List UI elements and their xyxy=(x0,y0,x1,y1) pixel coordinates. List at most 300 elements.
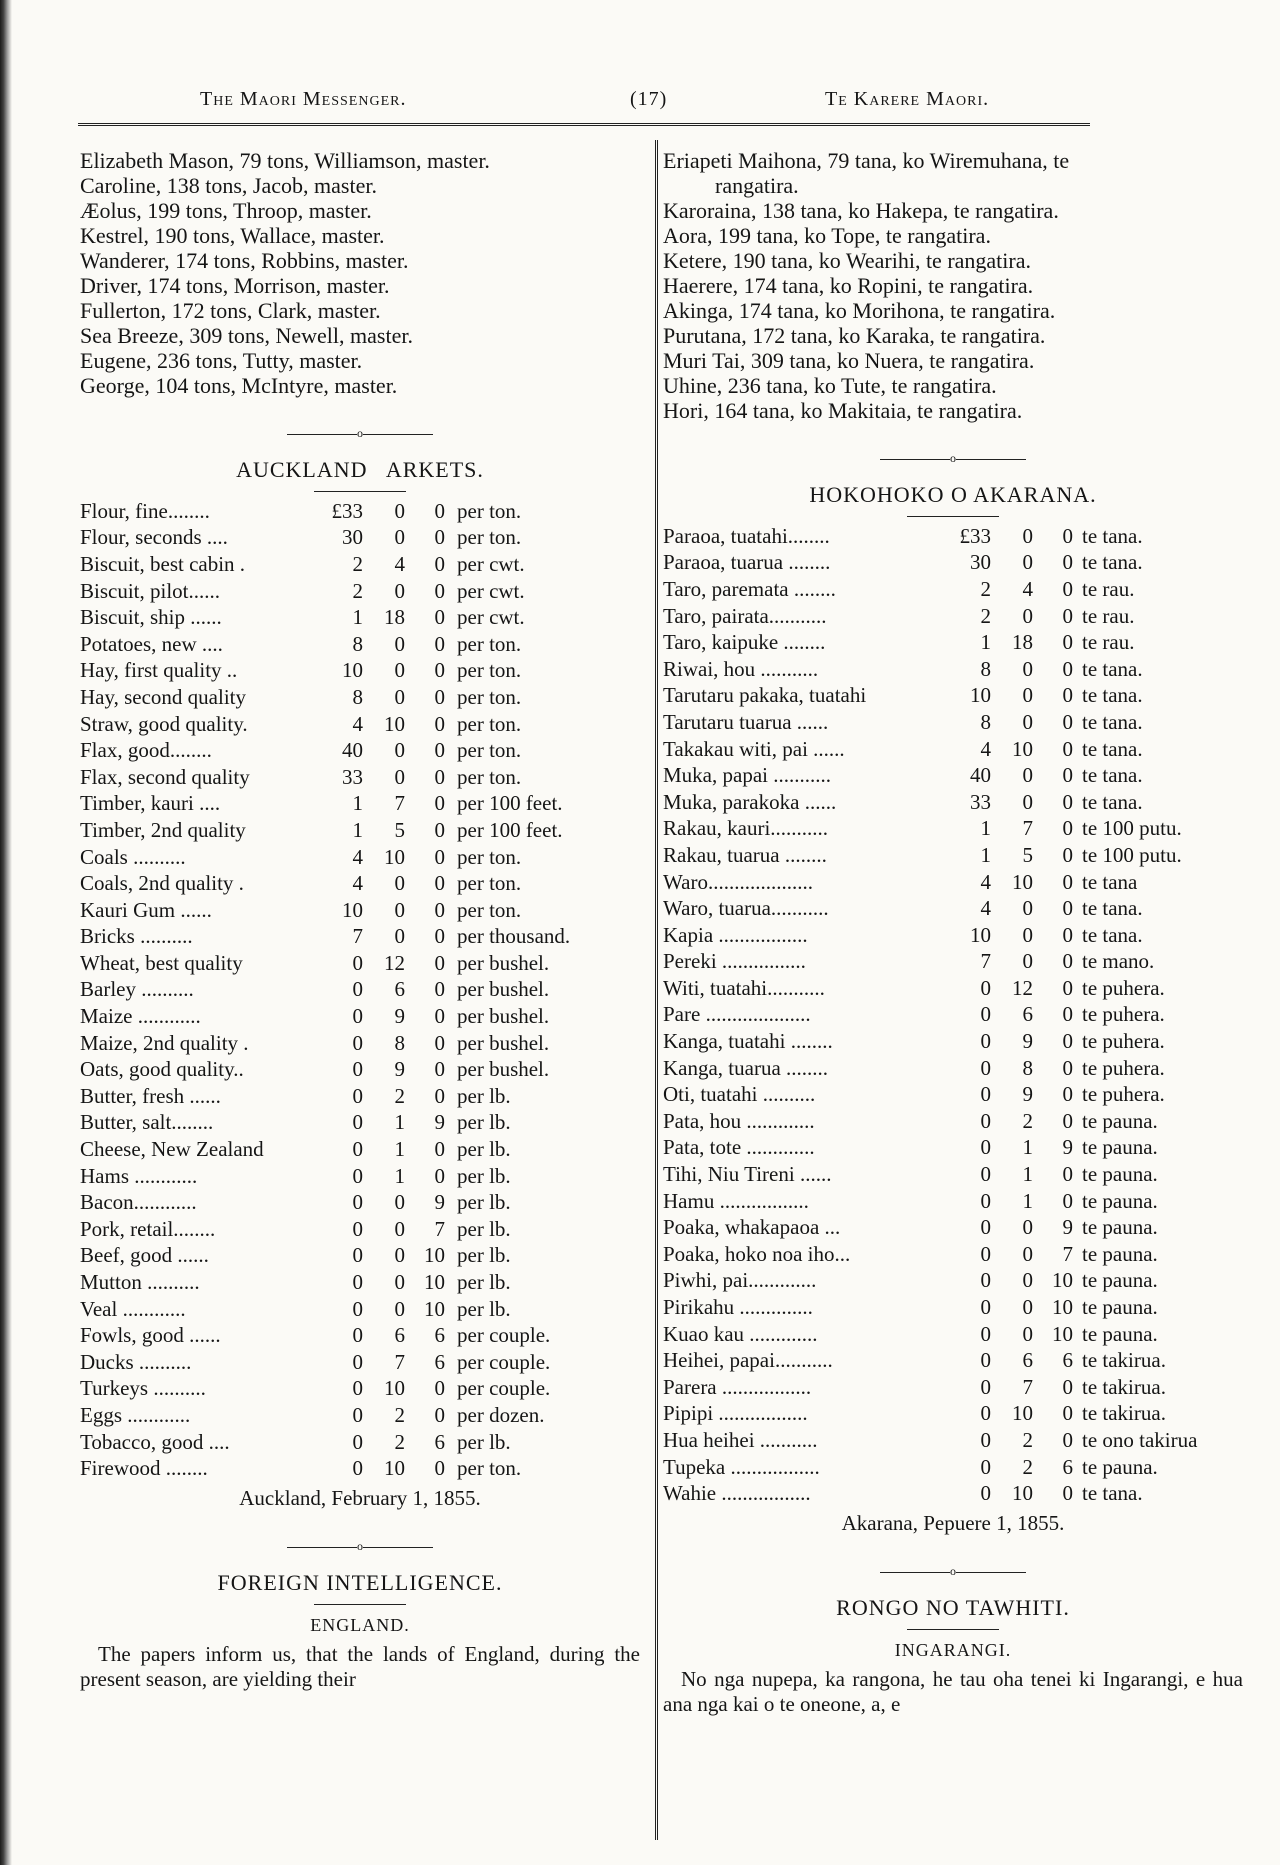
price-pounds: 8 xyxy=(352,631,363,656)
price-unit: per couple. xyxy=(457,1323,551,1348)
price-pounds: 0 xyxy=(352,1270,363,1295)
market-item: Hua heihei ........... xyxy=(663,1427,818,1452)
price-pence: 6 xyxy=(1062,1454,1073,1479)
price-unit: te tana. xyxy=(1082,736,1143,761)
market-row xyxy=(80,764,570,791)
price-pence: 0 xyxy=(1062,1374,1073,1399)
market-row xyxy=(663,1401,1197,1428)
price-shillings: 1 xyxy=(394,1137,405,1162)
price-shillings: 0 xyxy=(1022,896,1033,921)
foreign-title-maori: RONGO NO TAWHITI. xyxy=(836,1594,1070,1620)
price-unit: per couple. xyxy=(457,1376,551,1401)
price-pounds: 0 xyxy=(352,1137,363,1162)
price-pence: 0 xyxy=(1062,816,1073,841)
price-unit: per thousand. xyxy=(457,924,571,949)
markets-title-maori: HOKOHOKO O AKARANA. xyxy=(809,482,1097,507)
price-unit: te tana. xyxy=(1082,683,1143,708)
price-unit: te tana. xyxy=(1082,789,1143,814)
price-unit: te tana. xyxy=(1082,550,1143,575)
price-pence: 10 xyxy=(1052,1321,1073,1346)
market-item: Oti, tuatahi .......... xyxy=(663,1082,816,1107)
price-pounds: 10 xyxy=(970,683,991,708)
market-item: Kapia ................. xyxy=(663,922,808,947)
price-unit: te tana. xyxy=(1082,709,1143,734)
price-shillings: 10 xyxy=(384,711,405,736)
price-pounds: 0 xyxy=(980,1029,991,1054)
price-unit: per cwt. xyxy=(457,578,525,603)
price-pounds: 0 xyxy=(980,1321,991,1346)
price-pence: 0 xyxy=(434,1402,445,1427)
market-date-maori: Akarana, Pepuere 1, 1855. xyxy=(841,1510,1065,1535)
price-shillings: 1 xyxy=(1022,1162,1033,1187)
price-shillings: 7 xyxy=(394,791,405,816)
market-item: Coals .......... xyxy=(80,844,186,869)
price-pounds: 0 xyxy=(352,1243,363,1268)
market-row xyxy=(80,1296,570,1323)
price-unit: per bushel. xyxy=(457,977,550,1002)
price-unit: te pauna. xyxy=(1082,1268,1158,1293)
price-pounds: 4 xyxy=(352,711,363,736)
market-item: Rakau, tuarua ........ xyxy=(663,842,827,867)
market-item: Ducks .......... xyxy=(80,1349,192,1374)
price-unit: per bushel. xyxy=(457,1057,550,1082)
market-item: Pirikahu .............. xyxy=(663,1295,813,1320)
maori-column xyxy=(663,148,1243,1717)
ship-entry: Karoraina, 138 tana, ko Hakepa, te rangatira. xyxy=(663,198,1059,223)
section-ornament: o xyxy=(663,451,1243,466)
market-row xyxy=(663,922,1197,949)
market-item: Piwhi, pai............. xyxy=(663,1268,817,1293)
price-unit: te puhera. xyxy=(1082,975,1165,1000)
price-pence: 0 xyxy=(1062,656,1073,681)
price-pounds: 10 xyxy=(970,922,991,947)
market-row xyxy=(663,869,1197,896)
market-row xyxy=(663,1028,1197,1055)
title-rule xyxy=(907,1629,999,1630)
price-unit: per ton. xyxy=(457,684,522,709)
ship-entry: Eugene, 236 tons, Tutty, master. xyxy=(80,348,363,373)
price-shillings: 5 xyxy=(1022,842,1033,867)
price-shillings: 12 xyxy=(384,950,405,975)
price-pence: 0 xyxy=(434,924,445,949)
market-row xyxy=(80,1110,570,1137)
price-shillings: 0 xyxy=(1022,789,1033,814)
price-pounds: 0 xyxy=(980,1401,991,1426)
price-shillings: 7 xyxy=(1022,816,1033,841)
ship-list-maori xyxy=(663,148,1243,423)
price-pence: 6 xyxy=(434,1323,445,1348)
price-pence: 0 xyxy=(1062,576,1073,601)
price-unit: per 100 feet. xyxy=(457,817,563,842)
ship-entry: Æolus, 199 tons, Throop, master. xyxy=(80,198,372,223)
price-pounds: 0 xyxy=(980,1108,991,1133)
price-pounds: £33 xyxy=(331,498,363,523)
price-unit: te tana xyxy=(1082,869,1138,894)
price-pence: 0 xyxy=(1062,842,1073,867)
price-unit: per ton. xyxy=(457,738,522,763)
price-shillings: 9 xyxy=(394,1057,405,1082)
market-row xyxy=(663,1108,1197,1135)
market-item: Eggs ............ xyxy=(80,1402,191,1427)
price-pounds: 1 xyxy=(980,816,991,841)
price-pence: 6 xyxy=(434,1349,445,1374)
price-pounds: 0 xyxy=(980,1481,991,1506)
market-item: Flour, fine........ xyxy=(80,498,210,523)
market-item: Butter, salt........ xyxy=(80,1110,214,1135)
price-pounds: 2 xyxy=(352,578,363,603)
market-item: Pata, hou ............. xyxy=(663,1108,815,1133)
price-unit: te takirua. xyxy=(1082,1374,1166,1399)
price-pence: 0 xyxy=(434,1030,445,1055)
market-item: Poaka, hoko noa iho... xyxy=(663,1241,851,1266)
price-shillings: 1 xyxy=(394,1110,405,1135)
price-pounds: 4 xyxy=(352,871,363,896)
price-pounds: 0 xyxy=(980,1427,991,1452)
market-item: Hay, second quality xyxy=(80,684,247,709)
ship-entry-continuation: rangatira. xyxy=(715,173,799,198)
market-row xyxy=(80,1322,570,1349)
market-item: Butter, fresh ...... xyxy=(80,1083,221,1108)
market-row xyxy=(663,1081,1197,1108)
market-row xyxy=(80,604,570,631)
price-pounds: 1 xyxy=(352,791,363,816)
price-shillings: 0 xyxy=(1022,1321,1033,1346)
market-item: Hamu ................. xyxy=(663,1188,809,1213)
ship-entry: Aora, 199 tana, ko Tope, te rangatira. xyxy=(663,223,991,248)
price-shillings: 1 xyxy=(1022,1188,1033,1213)
price-shillings: 4 xyxy=(394,551,405,576)
price-shillings: 12 xyxy=(1012,975,1033,1000)
market-item: Witi, tuatahi........... xyxy=(663,975,825,1000)
price-pence: 9 xyxy=(1062,1215,1073,1240)
price-shillings: 10 xyxy=(384,844,405,869)
price-shillings: 1 xyxy=(1022,1135,1033,1160)
price-pounds: 4 xyxy=(980,896,991,921)
price-pounds: 0 xyxy=(980,1268,991,1293)
market-row xyxy=(80,578,570,605)
price-pence: 0 xyxy=(1062,736,1073,761)
price-shillings: 0 xyxy=(394,924,405,949)
market-item: Coals, 2nd quality . xyxy=(80,871,244,896)
market-item: Firewood ........ xyxy=(80,1456,208,1481)
price-pounds: 8 xyxy=(980,656,991,681)
price-pounds: 0 xyxy=(352,1030,363,1055)
price-pence: 0 xyxy=(434,525,445,550)
market-item: Tobacco, good .... xyxy=(80,1429,230,1454)
price-unit: te puhera. xyxy=(1082,1029,1165,1054)
price-pence: 0 xyxy=(434,1083,445,1108)
market-item: Tupeka ................. xyxy=(663,1454,820,1479)
market-row xyxy=(80,1189,570,1216)
price-pounds: 8 xyxy=(352,684,363,709)
price-pence: 0 xyxy=(1062,1401,1073,1426)
market-row xyxy=(80,897,570,924)
price-unit: te 100 putu. xyxy=(1082,816,1182,841)
price-pounds: 8 xyxy=(980,709,991,734)
market-row xyxy=(80,684,570,711)
market-row xyxy=(663,1294,1197,1321)
price-pence: 0 xyxy=(434,791,445,816)
market-row xyxy=(663,762,1197,789)
market-item: Timber, kauri .... xyxy=(80,791,221,816)
price-pence: 0 xyxy=(434,1376,445,1401)
market-item: Bacon............ xyxy=(80,1190,197,1215)
price-pounds: 4 xyxy=(352,844,363,869)
price-pounds: 1 xyxy=(352,817,363,842)
price-pounds: 0 xyxy=(980,1188,991,1213)
market-row xyxy=(663,1161,1197,1188)
price-pounds: 1 xyxy=(352,605,363,630)
price-shillings: 0 xyxy=(394,738,405,763)
price-pounds: 30 xyxy=(970,550,991,575)
market-row xyxy=(663,1480,1197,1507)
market-item: Bricks .......... xyxy=(80,924,193,949)
price-unit: per ton. xyxy=(457,658,522,683)
price-pence: 10 xyxy=(1052,1268,1073,1293)
price-unit: te pauna. xyxy=(1082,1162,1158,1187)
price-unit: per lb. xyxy=(457,1190,511,1215)
price-shillings: 0 xyxy=(394,871,405,896)
market-row xyxy=(80,1402,570,1429)
price-pounds: 10 xyxy=(342,897,363,922)
price-pounds: 4 xyxy=(980,736,991,761)
price-unit: te tana. xyxy=(1082,896,1143,921)
price-pounds: 0 xyxy=(980,1454,991,1479)
market-row xyxy=(663,1321,1197,1348)
price-unit: per bushel. xyxy=(457,950,550,975)
subhead-england: ENGLAND. xyxy=(310,1614,410,1635)
market-row xyxy=(80,1216,570,1243)
price-pence: 9 xyxy=(434,1190,445,1215)
price-shillings: 2 xyxy=(1022,1108,1033,1133)
market-item: Straw, good quality. xyxy=(80,711,248,736)
price-shillings: 10 xyxy=(1012,1481,1033,1506)
price-pence: 0 xyxy=(434,711,445,736)
price-pence: 0 xyxy=(1062,869,1073,894)
market-row xyxy=(663,1135,1197,1162)
price-pounds: 7 xyxy=(352,924,363,949)
price-shillings: 10 xyxy=(384,1376,405,1401)
market-row xyxy=(80,817,570,844)
ship-entry: Uhine, 236 tana, ko Tute, te rangatira. xyxy=(663,373,997,398)
market-item: Veal ............ xyxy=(80,1296,186,1321)
price-unit: per bushel. xyxy=(457,1004,550,1029)
price-pence: 0 xyxy=(1062,523,1073,548)
price-unit: te tana. xyxy=(1082,523,1143,548)
markets-title-english: AUCKLAND ARKETS. xyxy=(236,457,484,482)
price-shillings: 6 xyxy=(394,977,405,1002)
price-shillings: 10 xyxy=(1012,869,1033,894)
price-pounds: 0 xyxy=(352,977,363,1002)
market-item: Biscuit, ship ...... xyxy=(80,605,222,630)
market-row xyxy=(80,631,570,658)
price-pounds: 0 xyxy=(352,1456,363,1481)
market-item: Paraoa, tuarua ........ xyxy=(663,550,831,575)
market-row xyxy=(663,629,1197,656)
price-pence: 0 xyxy=(1062,896,1073,921)
market-item: Turkeys .......... xyxy=(80,1376,206,1401)
market-item: Pereki ................ xyxy=(663,949,806,974)
price-unit: te pauna. xyxy=(1082,1188,1158,1213)
subhead-ingarangi: INGARANGI. xyxy=(894,1639,1012,1660)
price-pence: 0 xyxy=(434,551,445,576)
market-row xyxy=(80,1136,570,1163)
market-item: Waro.................... xyxy=(663,869,813,894)
market-row xyxy=(80,1269,570,1296)
price-pence: 0 xyxy=(434,658,445,683)
price-shillings: 0 xyxy=(394,1216,405,1241)
ship-entry: Driver, 174 tons, Morrison, master. xyxy=(80,273,390,298)
price-pounds: 2 xyxy=(352,551,363,576)
price-pence: 0 xyxy=(1062,1162,1073,1187)
price-shillings: 0 xyxy=(1022,656,1033,681)
price-unit: per 100 feet. xyxy=(457,791,563,816)
price-unit: per lb. xyxy=(457,1270,511,1295)
market-row xyxy=(80,1376,570,1403)
price-pounds: £33 xyxy=(959,523,991,548)
price-shillings: 0 xyxy=(394,1270,405,1295)
market-row xyxy=(80,870,570,897)
price-shillings: 0 xyxy=(394,764,405,789)
ship-entry: Wanderer, 174 tons, Robbins, master. xyxy=(80,248,409,273)
price-unit: per ton. xyxy=(457,631,522,656)
ship-entry: Ketere, 190 tana, ko Wearihi, te rangatira. xyxy=(663,248,1031,273)
market-row xyxy=(663,789,1197,816)
price-pence: 0 xyxy=(434,1163,445,1188)
price-pounds: 2 xyxy=(980,576,991,601)
market-date-english: Auckland, February 1, 1855. xyxy=(239,1485,481,1510)
price-unit: te takirua. xyxy=(1082,1348,1166,1373)
price-shillings: 2 xyxy=(1022,1454,1033,1479)
price-pounds: 0 xyxy=(980,1162,991,1187)
price-pence: 0 xyxy=(434,817,445,842)
price-shillings: 0 xyxy=(1022,550,1033,575)
market-item: Biscuit, best cabin . xyxy=(80,551,246,576)
ship-list-english xyxy=(80,148,640,398)
market-item: Poaka, whakapaoa ... xyxy=(663,1215,841,1240)
price-shillings: 18 xyxy=(384,605,405,630)
market-row xyxy=(80,1056,570,1083)
price-shillings: 0 xyxy=(1022,1268,1033,1293)
market-item: Hay, first quality .. xyxy=(80,658,238,683)
price-pounds: 0 xyxy=(980,1374,991,1399)
price-shillings: 0 xyxy=(394,578,405,603)
price-shillings: 0 xyxy=(394,525,405,550)
market-row xyxy=(663,1268,1197,1295)
market-row xyxy=(663,816,1197,843)
market-item: Oats, good quality.. xyxy=(80,1057,244,1082)
market-table-english xyxy=(80,498,570,1482)
price-unit: per ton. xyxy=(457,498,522,523)
price-pence: 0 xyxy=(1062,1427,1073,1452)
price-unit: per ton. xyxy=(457,764,522,789)
price-pence: 7 xyxy=(1062,1241,1073,1266)
market-row xyxy=(80,1003,570,1030)
price-shillings: 0 xyxy=(394,1190,405,1215)
price-unit: te tana. xyxy=(1082,763,1143,788)
price-pounds: 0 xyxy=(352,1323,363,1348)
market-row xyxy=(80,551,570,578)
price-pounds: 0 xyxy=(980,1055,991,1080)
market-item: Muka, papai ........... xyxy=(663,763,831,788)
price-pence: 0 xyxy=(1062,630,1073,655)
price-shillings: 6 xyxy=(1022,1348,1033,1373)
market-row xyxy=(80,791,570,818)
price-pence: 7 xyxy=(434,1216,445,1241)
market-row xyxy=(80,711,570,738)
section-ornament: o xyxy=(80,426,640,441)
market-row xyxy=(663,1427,1197,1454)
price-shillings: 0 xyxy=(1022,523,1033,548)
market-item: Heihei, papai........... xyxy=(663,1348,833,1373)
price-pence: 0 xyxy=(1062,789,1073,814)
column-separator xyxy=(655,140,658,1840)
price-shillings: 7 xyxy=(394,1349,405,1374)
price-shillings: 9 xyxy=(394,1004,405,1029)
market-item: Taro, kaipuke ........ xyxy=(663,630,826,655)
market-item: Cheese, New Zealand xyxy=(80,1137,264,1162)
market-row xyxy=(80,950,570,977)
price-shillings: 10 xyxy=(1012,1401,1033,1426)
price-pence: 0 xyxy=(434,1057,445,1082)
market-row xyxy=(663,576,1197,603)
market-row xyxy=(80,498,570,525)
market-row xyxy=(663,709,1197,736)
price-pounds: 0 xyxy=(352,1163,363,1188)
market-item: Timber, 2nd quality xyxy=(80,817,246,842)
market-item: Taro, pairata........... xyxy=(663,603,827,628)
price-pence: 0 xyxy=(1062,1481,1073,1506)
market-row xyxy=(80,525,570,552)
price-unit: per cwt. xyxy=(457,551,525,576)
market-item: Wahie ................. xyxy=(663,1481,811,1506)
price-shillings: 0 xyxy=(1022,1241,1033,1266)
price-unit: per ton. xyxy=(457,1456,522,1481)
market-row xyxy=(663,1214,1197,1241)
ship-entry: Purutana, 172 tana, ko Karaka, te rangatira. xyxy=(663,323,1046,348)
price-pounds: 33 xyxy=(970,789,991,814)
market-item: Paraoa, tuatahi........ xyxy=(663,523,830,548)
foreign-title-english: FOREIGN INTELLIGENCE. xyxy=(217,1569,503,1595)
ship-entry: Caroline, 138 tons, Jacob, master. xyxy=(80,173,377,198)
market-row xyxy=(663,550,1197,577)
price-pounds: 2 xyxy=(980,603,991,628)
price-pounds: 0 xyxy=(352,950,363,975)
price-pounds: 10 xyxy=(342,658,363,683)
price-shillings: 0 xyxy=(1022,683,1033,708)
price-unit: te pauna. xyxy=(1082,1454,1158,1479)
market-table-maori xyxy=(663,523,1197,1507)
price-pence: 0 xyxy=(434,605,445,630)
market-item: Waro, tuarua........... xyxy=(663,896,829,921)
price-pence: 0 xyxy=(1062,1082,1073,1107)
price-shillings: 0 xyxy=(394,658,405,683)
price-pounds: 0 xyxy=(980,1215,991,1240)
market-item: Maize, 2nd quality . xyxy=(80,1030,249,1055)
price-pence: 0 xyxy=(1062,550,1073,575)
market-item: Pare .................... xyxy=(663,1002,811,1027)
price-pounds: 0 xyxy=(352,1057,363,1082)
market-item: Riwai, hou ........... xyxy=(663,656,819,681)
page-binding-edge xyxy=(0,0,12,1865)
price-shillings: 0 xyxy=(1022,949,1033,974)
market-item: Takakau witi, pai ...... xyxy=(663,736,845,761)
price-unit: te tana. xyxy=(1082,922,1143,947)
price-shillings: 8 xyxy=(394,1030,405,1055)
paragraph-english: The papers inform us, that the lands of England, during the present season, are yielding their xyxy=(80,1641,640,1691)
price-pounds: 0 xyxy=(980,1241,991,1266)
price-pence: 0 xyxy=(434,1004,445,1029)
